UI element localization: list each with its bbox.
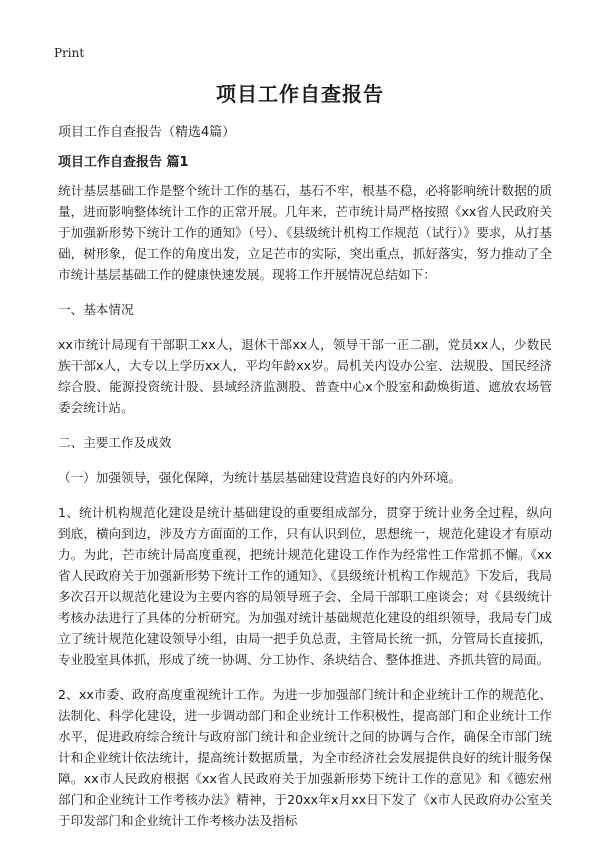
document-body	[58, 180, 552, 845]
point-two-paragraph: 2、xx市委、政府高度重视统计工作。为进一步加强部门统计和企业统计工作的规范化、法制化、科学化建设，进一步调动部门和企业统计工作积极性，提高部门和企业统计工作水平，促进政府综合统计与政府部门统计和企业统计之间的协调与合作，确保全市部门统计和企业统计依法统计，提高统计数据质量，为全市经济社会发展提供良好的统计服务保障。xx市人民政府根据《xx省人民政府关于加强新形势下统计工作的意见》和《德宏州部门和企业统计工作考核办法》精神，于20xx年x月xx日下发了《x市人民政府办公室关于印发部门和企业统计工作考核办法及指标	[58, 687, 552, 828]
heading-basic-situation: 一、基本情况	[58, 302, 134, 317]
point-one-paragraph: 1、统计机构规范化建设是统计基础建设的重要组成部分，贯穿于统计业务全过程，纵向到底，横向到边，涉及方方面面的工作，只有认识到位，思想统一，规范化建设才有原动力。为此，芒市统计局高度重视，把统计规范化建设工作作为经常性工作常抓不懈。《xx省人民政府关于加强新形势下统计工作的通知》、《县级统计机构工作规范》下发后，我局多次召开以规范化建设为主要内容的局领导班子会、全局干部职工座谈会；对《县级统计考核办法进行了具体的分析研究。为加强对统计基础规范化建设的组织领导，我局专门成立了统计规范化建设领导小组，由局一把手负总责，主管局长统一抓，分管局长直接抓，专业股室具体抓，形成了统一协调、分工协作、条块结合、整体推进、齐抓共管的局面。	[58, 505, 552, 667]
heading-main-work: 二、主要工作及成效	[58, 435, 172, 450]
basic-situation-paragraph: xx市统计局现有干部职工xx人，退休干部xx人，领导干部一正二副，党员xx人，少数民族干部x人，大专以上学历xx人，平均年龄xx岁。局机关内设办公室、法规股、国民经济综合股、能源投资统计股、县域经济监测股、普查中心x个股室和勐焕街道、遮放农场管委会统计站。	[58, 337, 552, 415]
subheading-leadership: （一）加强领导，强化保障，为统计基层基础建设营造良好的内外环境。	[58, 470, 461, 485]
section-title: 项目工作自查报告 篇1	[58, 155, 189, 170]
print-link[interactable]: Print	[54, 46, 85, 60]
page-title: 项目工作自查报告	[216, 82, 384, 106]
document-subtitle: 项目工作自查报告（精选4篇）	[58, 125, 236, 140]
intro-paragraph: 统计基层基础工作是整个统计工作的基石，基石不牢，根基不稳，必将影响统计数据的质量，进而影响整体统计工作的正常开展。几年来，芒市统计局严格按照《xx省人民政府关于加强新形势下统计工作的通知》（号）、《县级统计机构工作规范（试行）》要求，从打基础，树形象，促工作的角度出发，立足芒市的实际，突出重点，抓好落实，努力推动了全市统计基层基础工作的健康快速发展。现将工作开展情况总结如下：	[58, 183, 552, 282]
